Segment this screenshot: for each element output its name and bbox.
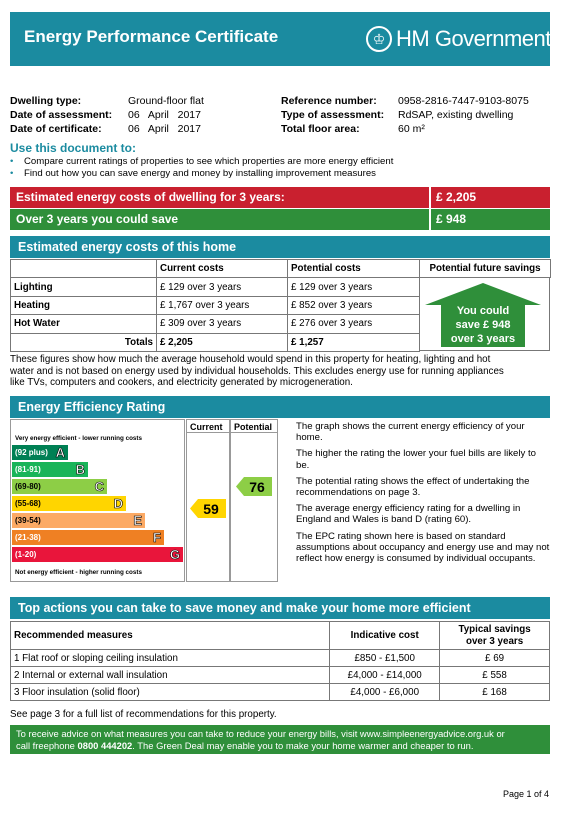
costs-section-heading: Estimated energy costs of this home bbox=[10, 236, 550, 258]
current-rating-value: 59 bbox=[203, 501, 219, 517]
actions-table bbox=[10, 621, 550, 701]
band-letter: E bbox=[133, 513, 142, 528]
band-range: (39-54) bbox=[15, 516, 41, 525]
table-header: Potential costs bbox=[288, 260, 420, 278]
potential-rating-arrow bbox=[236, 477, 272, 496]
svg-text:save £ 948: save £ 948 bbox=[455, 319, 511, 331]
bullet-icon: • bbox=[10, 156, 14, 167]
rating-note: The average energy efficiency rating for a dwelling in England and Wales is band D (rating 60). bbox=[296, 503, 521, 526]
current-column-header: Current bbox=[190, 422, 223, 432]
freephone-number: 0800 444202 bbox=[77, 740, 133, 751]
savings-arrow-icon bbox=[425, 283, 541, 347]
actions-section-heading: Top actions you can take to save money and make your home more efficient bbox=[10, 597, 550, 619]
dwelling-type-label: Dwelling type: bbox=[10, 95, 82, 107]
bottom-efficiency-label: Not energy efficient - higher running costs bbox=[15, 569, 142, 576]
rating-band-g bbox=[12, 547, 183, 562]
table-header: Recommended measures bbox=[11, 622, 330, 650]
rating-band-d bbox=[12, 496, 126, 511]
table-row: Lighting £ 129 over 3 years £ 129 over 3 years bbox=[11, 278, 551, 296]
hm-government-logo bbox=[366, 25, 551, 53]
band-range: (69-80) bbox=[15, 482, 41, 491]
table-header-row bbox=[11, 622, 550, 650]
floor-area-label: Total floor area: bbox=[281, 123, 360, 135]
page-title: Energy Performance Certificate bbox=[24, 27, 279, 46]
gov-name: HM Government bbox=[396, 26, 551, 51]
bullet-icon: • bbox=[10, 168, 14, 179]
assessment-type-label: Type of assessment: bbox=[281, 109, 385, 121]
band-letter: D bbox=[113, 496, 123, 511]
cost-note: These figures show how much the average household would spend in this property for heating, lighting and hot water and is not based on energy used by individual households. This excludes energy use for running appliances like TVs, computers and cookers, and electricity generated by microgeneration. bbox=[10, 354, 504, 388]
band-letter: A bbox=[55, 445, 65, 460]
potential-column bbox=[230, 419, 278, 582]
rating-band-b bbox=[12, 462, 88, 477]
table-row: 2 Internal or external wall insulation £4,000 - £14,000 £ 558 bbox=[11, 667, 550, 684]
top-efficiency-label: Very energy efficient - lower running costs bbox=[15, 435, 143, 442]
svg-text:You could: You could bbox=[456, 305, 510, 317]
rating-note: The higher the rating the lower your fuel bills are likely to be. bbox=[296, 448, 536, 471]
savings-value: £ 948 bbox=[436, 212, 467, 226]
rating-band-e bbox=[12, 513, 145, 528]
rating-band-a bbox=[12, 445, 68, 460]
use-document-list bbox=[10, 156, 393, 180]
certificate-date-label: Date of certificate: bbox=[10, 123, 102, 135]
table-header: Typical savings over 3 years bbox=[440, 622, 550, 650]
svg-text:over 3 years: over 3 years bbox=[450, 333, 516, 345]
rating-band-f bbox=[12, 530, 164, 545]
band-range: (21-38) bbox=[15, 533, 41, 542]
assessment-type-value: RdSAP, existing dwelling bbox=[398, 109, 514, 121]
savings-label: Over 3 years you could save bbox=[16, 212, 179, 226]
reference-number-label: Reference number: bbox=[281, 95, 377, 107]
table-row: 1 Flat roof or sloping ceiling insulation £850 - £1,500 £ 69 bbox=[11, 650, 550, 667]
table-row: Heating £ 1,767 over 3 years £ 852 over 3 years bbox=[11, 296, 551, 314]
band-range: (55-68) bbox=[15, 499, 41, 508]
table-header: Indicative cost bbox=[330, 622, 440, 650]
see-page-note: See page 3 for a full list of recommendations for this property. bbox=[10, 709, 277, 720]
band-letter: B bbox=[75, 462, 85, 477]
rating-note: The potential rating shows the effect of undertaking the recommendations on page 3. bbox=[296, 475, 530, 499]
advice-banner: To receive advice on what measures you can take to reduce your energy bills, visit www.simpleenergyadvice.org.uk or call freephone 0800 444202. The Green Deal may enable you to make your home warmer and cheaper to run. bbox=[10, 725, 550, 754]
rating-section-heading: Energy Efficiency Rating bbox=[10, 396, 550, 418]
band-letter: G bbox=[169, 547, 180, 562]
certificate-date-value: 06 April 2017 bbox=[128, 123, 201, 135]
header-banner bbox=[10, 12, 550, 66]
band-letter: F bbox=[153, 530, 161, 545]
rating-note: The EPC rating shown here is based on standard assumptions about occupancy and energy use and may not reflect how energy is consumed by individual occupants. bbox=[296, 530, 550, 565]
reference-number-value: 0958-2816-7447-9103-8075 bbox=[398, 95, 529, 107]
royal-crest-icon: ♔ bbox=[366, 26, 392, 52]
use-document-heading: Use this document to: bbox=[10, 141, 137, 155]
table-header bbox=[11, 260, 157, 278]
page-number: Page 1 of 4 bbox=[503, 789, 550, 799]
totals-row: Totals £ 2,205 £ 1,257 bbox=[11, 333, 551, 351]
band-range: (92 plus) bbox=[15, 448, 48, 457]
rating-notes bbox=[296, 421, 550, 569]
assessment-date-label: Date of assessment: bbox=[10, 109, 113, 121]
table-row: Hot Water £ 309 over 3 years £ 276 over 3 years bbox=[11, 315, 551, 333]
rating-band-c bbox=[12, 479, 107, 494]
assessment-date-value: 06 April 2017 bbox=[128, 109, 201, 121]
savings-bar bbox=[10, 209, 550, 230]
table-row: 3 Floor insulation (solid floor) £4,000 - £6,000 £ 168 bbox=[11, 684, 550, 701]
table-header: Current costs bbox=[157, 260, 288, 278]
band-range: (81-91) bbox=[15, 465, 41, 474]
current-rating-arrow bbox=[190, 499, 226, 518]
estimated-cost-value: £ 2,205 bbox=[436, 190, 477, 204]
floor-area-value: 60 m² bbox=[398, 123, 425, 135]
list-item: • Find out how you can save energy and money by installing improvement measures bbox=[10, 168, 376, 179]
dwelling-type-value: Ground-floor flat bbox=[128, 95, 204, 107]
potential-rating-value: 76 bbox=[249, 479, 265, 495]
band-range: (1-20) bbox=[15, 550, 37, 559]
estimated-cost-label: Estimated energy costs of dwelling for 3 years: bbox=[16, 190, 285, 204]
band-letter: C bbox=[94, 479, 104, 494]
table-header-row bbox=[11, 260, 551, 278]
table-header: Potential future savings bbox=[420, 260, 551, 278]
rating-note: The graph shows the current energy efficiency of your home. bbox=[296, 421, 525, 444]
estimated-cost-bar bbox=[10, 187, 550, 208]
potential-column-header: Potential bbox=[234, 422, 273, 432]
list-item: • Compare current ratings of properties to see which properties are more energy efficient bbox=[10, 156, 394, 167]
